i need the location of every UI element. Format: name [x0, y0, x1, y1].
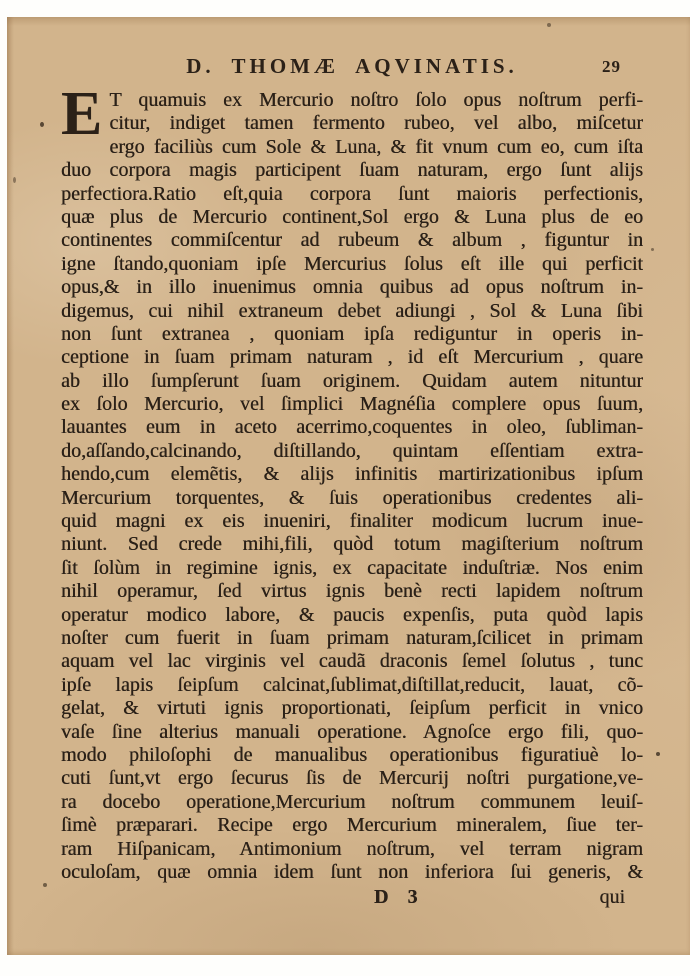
- ink-speck: [547, 23, 551, 27]
- ink-speck: [43, 883, 47, 887]
- body-line: ſimè præparari. Recipe ergo Mercurium mineralem, ſiue ter-: [61, 814, 643, 837]
- body-line: nihil operamur, ſed virtus ignis benè recti lapidem noſtrum: [61, 580, 643, 603]
- body-line: opus,& in illo inuenimus omnia quibus ad opus noſtrum in-: [61, 276, 643, 299]
- drop-cap: E: [61, 80, 103, 148]
- running-header: [61, 54, 643, 84]
- body-line: aquam vel lac virginis vel caudã draconis ſemel ſolutus , tunc: [61, 650, 643, 673]
- body-line: ergo faciliùs cum Sole & Luna, & fit vnum cum eo, cum iſta: [109, 135, 643, 158]
- page-number: 29: [602, 57, 621, 76]
- body-line: non ſunt extranea , quoniam ipſa rediguntur in operis in-: [61, 322, 643, 345]
- body-line: ipſe lapis ſeipſum calcinat,ſublimat,diſtillat,reducit, lauat, cõ-: [61, 673, 643, 696]
- body-line: gelat, & virtuti ignis proportionati, ſeipſum perficit in vnico: [61, 697, 643, 720]
- body-line: vaſe ſine alterius manuali operatione. Agnoſce ergo fili, quo-: [61, 720, 643, 743]
- body-line: ceptione in ſuam primam naturam , id eſt Mercurium , quare: [61, 346, 643, 369]
- body-line: ſit ſolùm in regimine ignis, ex capacitate induſtriæ. Nos enim: [61, 556, 643, 579]
- body-line: modo philoſophi de manualibus operationibus figuratiuè lo-: [61, 743, 643, 766]
- body-line: digemus, cui nihil extraneum debet adiungi , Sol & Luna ſibi: [61, 299, 643, 322]
- body-line: ra docebo operatione,Mercurium noſtrum communem leuiſ-: [61, 790, 643, 813]
- body-line: Mercurium torquentes, & ſuis operationibus credentes ali-: [61, 486, 643, 509]
- body-line: perfectiora.Ratio eſt,quia corpora ſunt maioris perfectionis,: [61, 182, 643, 205]
- body-line: cuti ſunt,vt ergo ſecurus ſis de Mercurij noſtri purgatione,ve-: [61, 767, 643, 790]
- body-line: noſter cum fuerit in ſuam primam naturam,ſcilicet in primam: [61, 626, 643, 649]
- body-line: operatur modico labore, & paucis expenſis, puta quòd lapis: [61, 603, 643, 626]
- body-line: ex ſolo Mercurio, vel ſimplici Magnéſia complere opus ſuum,: [61, 393, 643, 416]
- body-line: do,aſſando,calcinando, diſtillando, quintam eſſentiam extra-: [61, 439, 643, 462]
- text-block: [61, 54, 643, 910]
- body-line: ram Hiſpanicam, Antimonium noſtrum, vel terram nigram: [61, 837, 643, 860]
- body-line: igne ſtando,quoniam ipſe Mercurius ſolus eſt ille qui perficit: [61, 252, 643, 275]
- body-line: quid magni ex eis inueniri, finaliter modicum lucrum inue-: [61, 510, 643, 533]
- body-line: citur, indiget tamen fermento rubeo, vel albo, miſcetur: [109, 112, 643, 135]
- signature-line: [61, 884, 643, 910]
- ink-speck: [651, 248, 654, 251]
- body-line: hendo,cum elemẽtis, & alijs infinitis martirizationibus ipſum: [61, 463, 643, 486]
- running-header-title: D. THOMÆ AQVINATIS.: [186, 54, 518, 78]
- ink-speck: [13, 177, 16, 183]
- body-text: [61, 80, 643, 910]
- ink-speck: [40, 122, 44, 127]
- body-line: continentes commiſcentur ad rubeum & album , figuntur in: [61, 229, 643, 252]
- body-line: oculoſam, quæ omnia idem ſunt non inferiora ſui generis, &: [61, 860, 643, 883]
- ink-speck: [656, 752, 660, 756]
- body-line: quæ plus de Mercurio continent,Sol ergo & Luna plus de eo: [61, 205, 643, 228]
- body-line: ab illo ſumpſerunt ſuam originem. Quidam autem nituntur: [61, 369, 643, 392]
- catchword: qui: [599, 886, 625, 909]
- signature-mark: D 3: [374, 886, 418, 909]
- body-line: lauantes eum in aceto acerrimo,coquentes in oleo, ſubliman-: [61, 416, 643, 439]
- page-scan: [7, 17, 690, 955]
- body-line: T quamuis ex Mercurio noſtro ſolo opus noſtrum perfi-: [109, 89, 643, 111]
- body-line: duo corpora magis participent ſuam naturam, ergo ſunt alijs: [61, 159, 643, 182]
- body-line: niunt. Sed crede mihi,fili, quòd totum magiſterium noſtrum: [61, 533, 643, 556]
